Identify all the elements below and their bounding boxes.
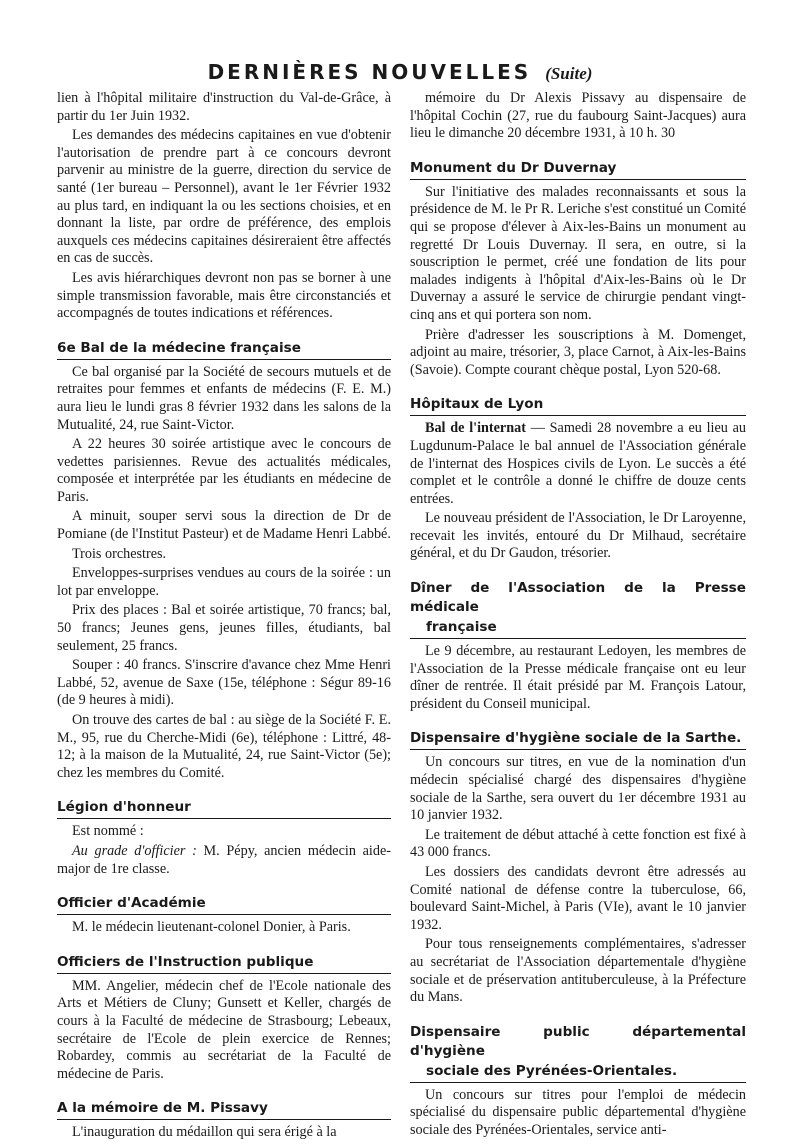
paragraph: lien à l'hôpital militaire d'instruction du Val-de-Grâce, à partir du 1er Juin 1932. [57,90,391,124]
lead-rest: — Samedi 28 novembre a eu lieu au Lugdunum-Palace le bal annuel de l'Association générale de l'internat des Hospices civils de Lyon. Le succès a été complet et le contrôle a donné le chiffre de douze cents entrées. [410,420,747,507]
paragraph: Ce bal organisé par la Société de secours mutuels et de retraites pour femmes et enfants de médecins (F. E. M.) aura lieu le lundi gras 8 février 1932 dans les salons de la Mutualité, 24, rue Saint-Victor. [57,363,391,433]
paragraph: Les demandes des médecins capitaines en vue d'obtenir l'autorisation de prendre part à ce concours devront parvenir au ministre de la guerre, direction du service de santé (1er bureau – Personnel), avant le 1er Février 1932 au plus tard, en indiquant la ou les sections choisies, et en donnant la liste, par ordre de préférence, des emplois auxquels ces médecins capitaines désireraient être affectés en cas de succès. [57,127,391,267]
section-bal [57,339,391,783]
section-heading: Officiers de l'Instruction publique [57,953,391,974]
page-title-suite: (Suite) [545,64,593,83]
lead-text: Bal de l'internat [425,420,526,437]
section-heading: Monument du Dr Duvernay [410,159,746,180]
section-pyrenees [410,1023,746,1140]
paragraph: Pour tous renseignements complémentaires, s'adresser au secrétariat de l'Association départementale d'hygiène sociale et de préservation antituberculeuse, à la Préfecture du Mans. [410,936,746,1006]
left-column [57,90,391,1144]
paragraph: M. le médecin lieutenant-colonel Donier, à Paris. [72,919,351,936]
section-lyon [410,395,746,563]
paragraph: Un concours sur titres, en vue de la nomination d'un médecin spécialisé chargé des dispensaires d'hygiène sociale de la Sarthe, sera ouvert du 1er décembre 1931 au 10 janvier 1932. [410,754,746,824]
paragraph: Prix des places : Bal et soirée artistique, 70 francs; bal, 50 francs; Jeunes gens, jeunes filles, étudiants, bal seulement, 25 francs. [57,602,391,654]
section-heading: A la mémoire de M. Pissavy [57,1099,391,1120]
section-academie [57,894,391,937]
paragraph: On trouve des cartes de bal : au siège de la Société F. E. M., 95, rue du Cherche-Midi (6e), téléphone : Littré, 48-12; à la maison de la Mutualité, 24, rue Saint-Victor (5e); chez les membres du Comité. [57,712,391,781]
section-presse [410,579,746,713]
paragraph: Un concours sur titres pour l'emploi de médecin spécialisé du dispensaire public départemental d'hygiène sociale des Pyrénées-Orientales, service anti- [410,1086,746,1138]
paragraph: MM. Angelier, médecin chef de l'Ecole nationale des Arts et Métiers de Cluny; Gunsett et Keller, chargés de cours à la Faculté de médecine de Strasbourg; Lebeaux, secrétaire de l'Ecole de plein exercice de Rennes; Robardey, commis au secrétariat de la Faculté de médecine de Paris. [57,977,391,1082]
paragraph: Le nouveau président de l'Association, le Dr Laroyenne, recevait les invités, entouré du Dr Milhaud, secrétaire général, et du Dr Gaudon, trésorier. [410,510,746,562]
paragraph: Le traitement de début attaché à cette fonction est fixé à 43 000 francs. [410,826,746,861]
section-sarthe [410,729,746,1006]
section-pissavy [57,1099,391,1142]
section-heading-line2: française [410,618,746,639]
section-heading: Hôpitaux de Lyon [410,395,746,416]
paragraph: Sur l'initiative des malades reconnaissants et sous la présidence de M. le Pr R. Leriche s'est constitué un Comité qui se propose d'élever à Aix-les-Bains un monument au regretté Dr Louis Duvernay. Il sera, en outre, si la souscription le permet, créé une fondation de lits pour malades indigents à l'hôpital d'Aix-les-Bains où le Dr Duvernay a assuré le service de chirurgie pendant vingt-cinq ans et qui portera son nom. [410,183,746,323]
grade-label: Au grade d'officier : [72,842,197,859]
section-heading-line2: sociale des Pyrénées-Orientales. [410,1062,746,1083]
paragraph: Les avis hiérarchiques devront non pas se borner à une simple transmission favorable, mais être circonstanciés et accompagnés de toutes indications et références. [57,269,391,322]
page-header [0,60,800,84]
paragraph: Les dossiers des candidats devront être adressés au Comité national de défense contre la tuberculose, 66, boulevard Saint-Michel, à Paris (VIe), avant le 10 janvier 1932. [410,864,746,933]
section-duvernay [410,159,746,380]
paragraph: mémoire du Dr Alexis Pissavy au dispensaire de l'hôpital Cochin (27, rue du faubourg Saint-Jacques) aura lieu le dimanche 20 décembre 1931, à 10 h. 30 [410,90,746,142]
paragraph [57,843,391,878]
paragraph: Souper : 40 francs. S'inscrire d'avance chez Mme Henri Labbé, 52, avenue de Saxe (15e, téléphone : Ségur 89-16 (de 9 heures à midi). [57,657,391,709]
paragraph: A minuit, souper servi sous la direction de Dr de Pomiane (de l'Institut Pasteur) et de Madame Henri Labbé. [57,508,391,543]
section-heading: Dîner de l'Association de la Presse médicale [410,580,746,616]
section-heading: Dispensaire d'hygiène sociale de la Sarthe. [410,729,746,750]
paragraph: L'inauguration du médaillon qui sera érigé à la [72,1124,337,1141]
paragraph: Prière d'adresser les souscriptions à M. Domenget, adjoint au maire, trésorier, 3, place Carnot, à Aix-les-Bains (Savoie). Compte courant chèque postal, Lyon 520-68. [410,326,746,378]
paragraph [410,420,746,508]
section-heading: Officier d'Académie [57,894,391,915]
paragraph: Trois orchestres. [72,545,167,562]
right-column [410,90,746,1142]
paragraph: Enveloppes-surprises vendues au cours de la soirée : un lot par enveloppe. [57,565,391,599]
grade-text: M. Pépy, ancien médecin aide-major de 1re classe. [57,842,391,877]
paragraph: Est nommé : [72,823,144,840]
section-heading: Légion d'honneur [57,798,391,819]
section-heading: 6e Bal de la médecine française [57,339,391,360]
section-legion [57,798,391,878]
paragraph: A 22 heures 30 soirée artistique avec le concours de vedettes parisiennes. Revue des actualités médicales, composée et interprétée par les étudiants en médecine de Paris. [57,436,391,505]
page-title: DERNIÈRES NOUVELLES [207,60,532,84]
section-instruction [57,953,391,1084]
section-heading: Dispensaire public départemental d'hygiène [410,1023,746,1059]
paragraph: Le 9 décembre, au restaurant Ledoyen, les membres de l'Association de la Presse médicale française ont eu leur dîner de rentrée. Il était présidé par M. François Latour, président du Conseil municipal. [410,643,746,712]
